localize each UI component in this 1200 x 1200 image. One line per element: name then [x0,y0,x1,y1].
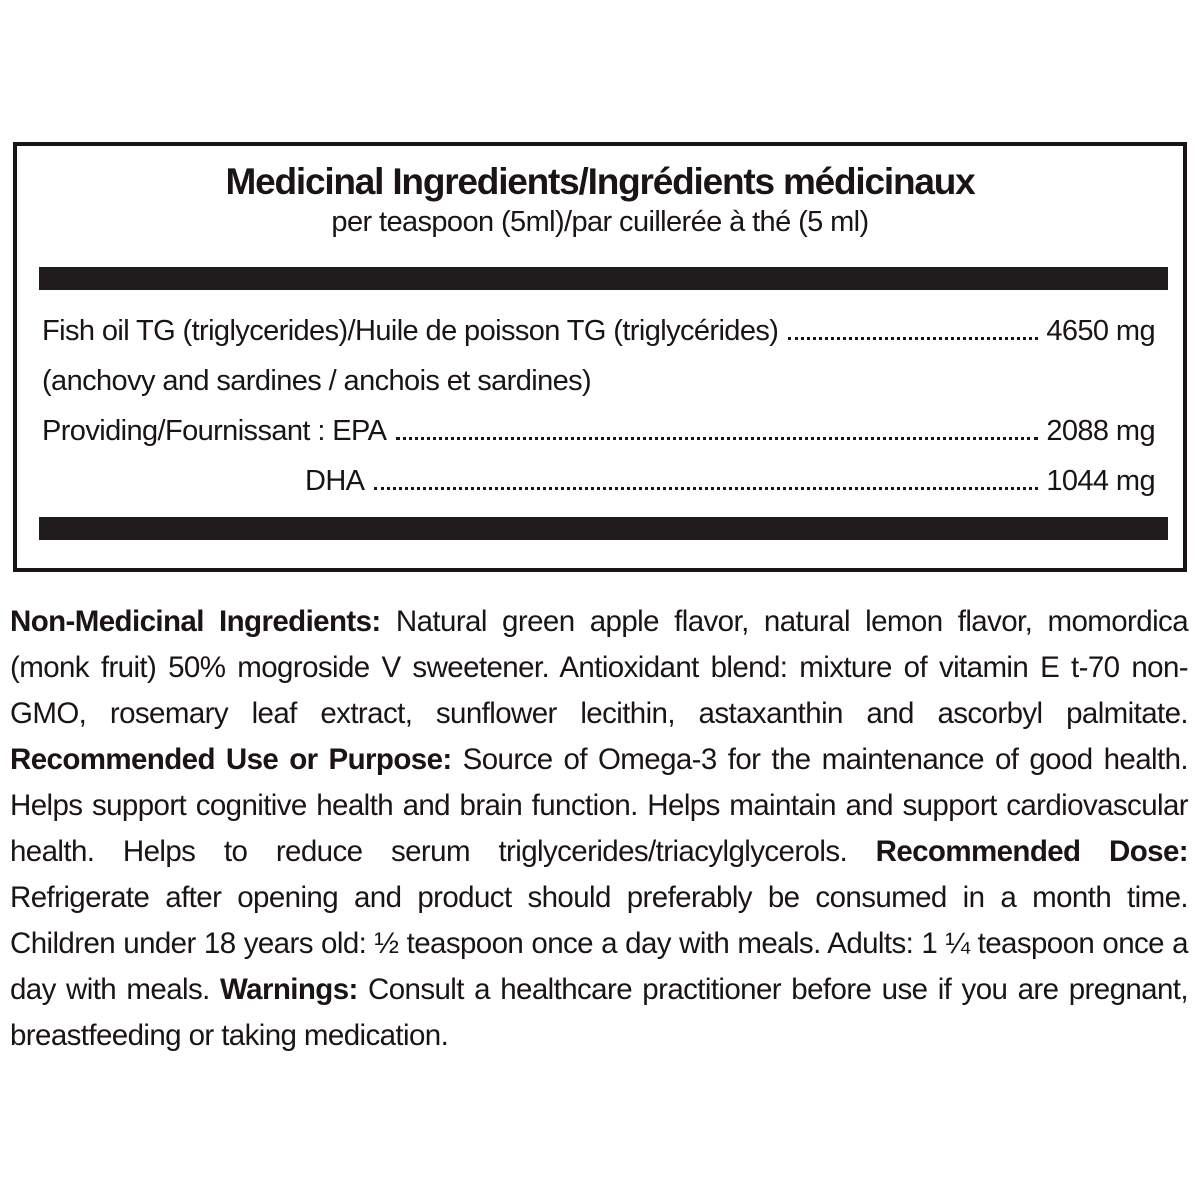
ingredient-amount: 1044 mg [1046,465,1155,497]
medicinal-ingredients-panel [13,142,1187,572]
dot-leader [396,437,1038,440]
panel-title: Medicinal Ingredients/Ingrédients médicinaux [225,161,975,202]
table-row-epa [42,406,1155,456]
table-row-source [42,356,1155,406]
dot-leader [788,337,1038,340]
ingredient-name: Providing/Fournissant : EPA [42,415,387,447]
ingredient-name: DHA [305,465,365,497]
divider-bar-bottom [39,517,1168,540]
ingredient-amount: 2088 mg [1046,415,1155,447]
recommended-use-text: Source of Omega-3 for the maintenance of good health. Helps support cognitive health and brain function. Helps maintain and support cardiovascular health. Helps to reduce serum triglycerides/triacylglycerols. [10,743,1188,868]
recommended-dose-text: Refrigerate after opening and product should preferably be consumed in a month time. Children under 18 years old: ½ teaspoon once a day with meals. Adults: 1 ¼ teaspoon once a day with meals. [10,881,1188,1006]
divider-bar-top [39,267,1168,290]
recommended-dose-heading: Recommended Dose: [875,835,1188,868]
warnings-text: Consult a healthcare practitioner before use if you are pregnant, breastfeeding or taking medication. [10,973,1188,1052]
table-row-fish-oil [42,306,1155,356]
non-medicinal-ingredients-text: Natural green apple flavor, natural lemon flavor, momordica (monk fruit) 50% mogroside V sweetener. Antioxidant blend: mixture of vitamin E t-70 non-GMO, rosemary leaf extract, sunflower lecithin, astaxanthin and ascorbyl palmitate. [10,605,1188,730]
ingredient-amount: 4650 mg [1046,315,1155,347]
warnings-heading: Warnings: [220,973,369,1006]
ingredient-name: (anchovy and sardines / anchois et sardines) [42,365,592,397]
panel-subtitle: per teaspoon (5ml)/par cuillerée à thé (5 ml) [331,206,869,238]
non-medicinal-ingredients-heading: Non-Medicinal Ingredients: [10,605,396,638]
label-info-paragraph [10,599,1188,1059]
dot-leader [374,487,1038,490]
table-row-dha [42,456,1155,506]
ingredient-rows [42,306,1155,506]
ingredient-name: Fish oil TG (triglycerides)/Huile de poisson TG (triglycérides) [42,315,779,347]
recommended-use-heading: Recommended Use or Purpose: [10,743,463,776]
